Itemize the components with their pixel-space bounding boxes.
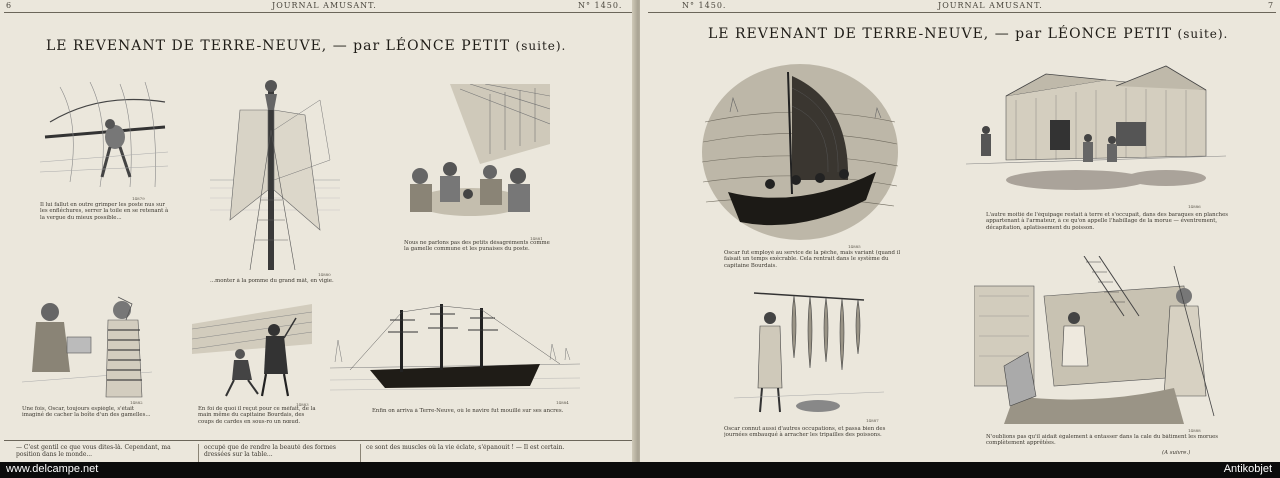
illustration-ship-hold <box>974 256 1220 426</box>
panel-number: 14883 <box>296 402 309 407</box>
panel-caption: En foi de quoi il reçut pour ce méfait, de la main même du capitaine Bourdais, des coups de cardes en sous-ro un nœud. <box>198 406 316 425</box>
page-number-right: 7 <box>1268 1 1275 10</box>
illustration-mast-lookout <box>210 70 340 270</box>
illustration-sailors-eating <box>390 84 550 234</box>
header-rule-right <box>648 12 1276 13</box>
header-rule-left <box>4 12 632 13</box>
page-number-left: 6 <box>6 1 13 10</box>
panel-caption: ...monter à la pomme du grand mât, en vigie. <box>210 278 334 284</box>
right-page <box>640 0 1280 462</box>
illustration-fishing-boat-storm <box>700 62 900 242</box>
journal-name-left: JOURNAL AMUSANT. <box>272 1 377 10</box>
panel-caption: L'autre moitié de l'équipage restait à terre et s'occupait, dans des baraques en planches appartenant à l'armateur, à ce qu'on appelle l'habillage de la morue — éventrement, décapitation, aplatissement du poisson. <box>986 212 1229 231</box>
watermark-right: Antikobjet <box>1223 463 1272 475</box>
title-right: LE REVENANT DE TERRE-NEUVE, — par LÉONCE PETIT (suite). <box>708 26 1229 42</box>
panel-number: 14881 <box>530 236 543 241</box>
panel-number: 14885 <box>848 244 861 249</box>
panel-caption: Nous ne parlons pas des petits désagréments comme la gamelle commune et les punaises du poste. <box>404 240 550 253</box>
panel-number: 14888 <box>1188 428 1201 433</box>
panel-caption: N'oublions pas qu'il aidait également à entasser dans la cale du bâtiment les morues complètement apprêtées. <box>986 434 1219 447</box>
panel-number: 14884 <box>556 400 569 405</box>
issue-number-left: N° 1450. <box>578 1 623 10</box>
panel-caption: Il lui fallut en outre grimper les poste nus sur les enfléchures, serrer la toile en se retenant à la vergue du mieux possible... <box>40 202 169 221</box>
panel-number: 14879 <box>132 196 145 201</box>
text-rule-left <box>4 440 632 441</box>
panel-caption: Une fois, Oscar, toujours espiègle, s'était imaginé de cacher la boîte d'un des gamelles... <box>22 406 151 419</box>
illustration-shore-shacks <box>966 60 1226 202</box>
panel-number: 14882 <box>130 400 143 405</box>
to-be-continued: (A suivre.) <box>1162 450 1191 456</box>
watermark-bar <box>0 462 1280 478</box>
panel-number: 14887 <box>866 418 879 423</box>
text-column: — C'est gentil ce que vous dites-là. Cependant, ma position dans le monde... <box>16 444 171 458</box>
left-page <box>0 0 636 462</box>
title-left: LE REVENANT DE TERRE-NEUVE, — par LÉONCE PETIT (suite). <box>46 38 567 54</box>
watermark-left: www.delcampe.net <box>6 463 99 475</box>
illustration-two-sailors <box>22 292 152 402</box>
text-column: occupé que de rendre la beauté des formes dressées sur la table... <box>204 444 336 458</box>
illustration-ship-anchored <box>330 300 580 398</box>
issue-number-right: N° 1450. <box>682 1 727 10</box>
panel-number: 14886 <box>1188 204 1201 209</box>
illustration-hanging-fish <box>734 288 884 416</box>
text-column: ce sont des muscles où la vie éclate, s'épanouit ! — Il est certain. <box>366 444 565 451</box>
illustration-captain-chasing <box>192 304 312 400</box>
panel-caption: Enfin on arriva à Terre-Neuve, où le navire fut mouillé sur ses ancres. <box>372 408 564 414</box>
panel-caption: Oscar fut employé au service de la pêche, mais variant (quand il faisait un temps exécrable. Cela rentrait dans le système du capitaine Bourdais. <box>724 250 901 269</box>
panel-number: 14880 <box>318 272 331 277</box>
journal-name-right: JOURNAL AMUSANT. <box>938 1 1043 10</box>
panel-caption: Oscar connut aussi d'autres occupations, et passa bien des journées embauqué à arracher les tripailles des poissons. <box>724 426 886 439</box>
illustration-sailor-on-yard <box>40 82 168 190</box>
column-divider <box>198 444 199 462</box>
column-divider <box>360 444 361 462</box>
